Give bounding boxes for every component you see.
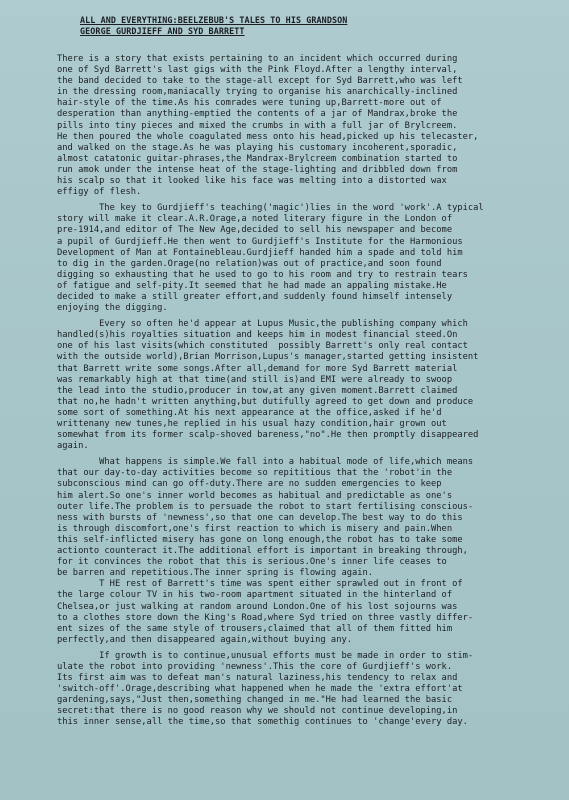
text-line: the lead into the studio,producer in tow,at any given moment.Barrett claimed (57, 385, 458, 396)
text-line: writtenany new tunes,he replied in his usual hazy condition,hair grown out (57, 419, 447, 429)
text-line: decided to make a still greater effort,and suddenly found himself intensely (57, 291, 453, 302)
text-line: handled(s)his royalties situation and keeps him in modest financial steed.On (57, 330, 458, 341)
article-paragraph (57, 651, 557, 729)
text-line: a pupil of Gurdjieff.He then went to Gurdjieff's Institute for the Harmonious (57, 236, 463, 247)
text-line: The key to Gurdjieff's teaching('magic')lies in the word 'work'.A typical (57, 203, 484, 214)
text-line: digging so exhausting that he used to go to his room and try to restrain tears (57, 269, 468, 280)
text-line: ent sizes of the same style of trousers,claimed that all of them fitted him (57, 623, 453, 634)
text-line: run amok under the intense heat of the stage-lighting and dribbled down from (57, 164, 458, 175)
text-line: actionto counteract it.The additional effort is important in breaking through, (57, 546, 468, 557)
text-line: 'switch-off'.Orage,describing what happened when he made the 'extra effort'at (57, 684, 463, 695)
text-line: ness with bursts of 'newness',so that one can develop.The best way to do this (57, 512, 463, 523)
heading-title-line: ALL AND EVERYTHING:BEELZEBUB'S TALES TO HIS GRANDSON (80, 15, 348, 25)
text-line: this inner sense,all the time,so that somethig continues to 'change'every day. (57, 717, 468, 728)
article-paragraph (57, 203, 557, 314)
text-line: of fatigue and self-pity.It seemed that he had made an appaling mistake.He (57, 280, 447, 291)
text-line: What happens is simple.We fall into a habitual mode of life,which means (57, 457, 474, 468)
text-line: gardening,says,"Just then,something changed in me."He had learned the basic (57, 695, 453, 706)
text-line: one of Syd Barrett's last gigs with the Pink Floyd.After a lengthy interval, (57, 65, 458, 76)
text-line: to dig in the garden.Orage(no relation)was out of practice,and soon found (57, 258, 442, 269)
text-line: with the outside world),Brian Morrison,Lupus's manager,started getting insistent (57, 352, 479, 363)
text-line: T HE rest of Barrett's time was spent either sprawled out in front of (57, 579, 463, 590)
text-line: perfectly,and then disappeared again,without buying any. (57, 634, 353, 645)
text-line: enjoying the digging. (57, 303, 168, 314)
article-paragraph (57, 54, 557, 198)
text-line: this self-inflicted misery has gone on long enough,the robot has to take some (57, 534, 463, 545)
text-line: story will make it clear.A.R.Orage,a noted literary figure in the London of (57, 214, 453, 225)
article-heading (80, 15, 550, 37)
text-line: one of his last visits(which constituted possibly Barrett's only real contact (57, 341, 468, 352)
text-line: effigy of flesh. (57, 187, 142, 198)
text-line: that Barrett write some songs.After all,demand for more Syd Barrett material (57, 363, 458, 374)
text-line: and walked on the stage.As he was playing his customary incoherent,sporadic, (57, 142, 458, 153)
text-line: There is a story that exists pertaining to an incident which occurred during (57, 54, 458, 64)
text-line: is through discomfort,one's first reaction to which is misery and pain.When (57, 523, 453, 534)
text-line: be barren and repetitious.The inner spring is flowing again. (57, 568, 374, 579)
text-line: Development of Man at Fontainebleau.Gurdjieff handed him a spade and told him (57, 247, 463, 258)
text-line: pre-1914,and editor of The New Age,decided to sell his newspaper and become (57, 225, 453, 236)
text-line: somewhat from its former scalp-shoved bareness,"no".He then promptly disappeared (57, 430, 479, 441)
text-line: almost catatonic guitar-phrases,the Mandrax-Brylcreem combination started to (57, 153, 458, 164)
text-line: that no,he hadn't written anything,but dutifully agreed to get down and produce (57, 396, 474, 407)
text-line: the large colour TV in his two-room apartment situated in the hinterland of (57, 590, 453, 601)
text-line: pills into tiny pieces and mixed the crumbs in with a full jar of Brylcreem. (57, 120, 458, 131)
text-line: If growth is to continue,unusual efforts must be made in order to stim- (57, 650, 474, 661)
text-line: Chelsea,or just walking at random around London.One of his lost sojourns was (57, 601, 458, 612)
article-paragraph (57, 319, 557, 452)
heading-authors-line: GEORGE GURDJIEFF AND SYD BARRETT (80, 26, 245, 36)
text-line: desperation than anything-emptied the contents of a jar of Mandrax,broke the (57, 109, 458, 120)
text-line: hair-style of the time.As his comrades were tuning up,Barrett-more out of (57, 98, 442, 109)
text-line: ulate the robot into providing 'newness'.This the core of Gurdjieff's work. (57, 661, 453, 672)
text-line: was remarkably high at that time(and still is)and EMI were already to swoop (57, 374, 453, 385)
article-paragraph (57, 457, 557, 646)
article-body (57, 54, 557, 729)
text-line: the band decided to take to the stage-all except for Syd Barrett,who was left (57, 76, 463, 87)
text-line: Its first aim was to defeat man's natural laziness,his tendency to relax and (57, 673, 458, 684)
text-line: that our day-to-day activities become so repititious that the 'robot'in the (57, 468, 453, 479)
text-line: him alert.So one's inner world becomes as habitual and predictable as one's (57, 490, 453, 501)
text-line: subconscious mind can go off-duty.There are no sudden emergencies to keep (57, 479, 442, 490)
text-line: his scalp so that it looked like his face was melting into a distorted wax (57, 176, 447, 187)
text-line: outer life.The problem is to persuade the robot to start fertilising conscious- (57, 501, 474, 512)
text-line: He then poured the whole coagulated mess onto his head,picked up his telecaster, (57, 131, 479, 142)
text-line: Every so often he'd appear at Lupus Music,the publishing company which (57, 319, 468, 330)
text-line: secret:that there is no good reason why we should not continue developing,in (57, 706, 458, 717)
text-line: for it convinces the robot that this is serious.One's inner life ceases to (57, 557, 447, 568)
text-line: again. (57, 441, 89, 452)
text-line: some sort of something.At his next appearance at the office,asked if he'd (57, 407, 442, 418)
text-line: in the dressing room,maniacally trying to organise his anarchically-inclined (57, 87, 458, 98)
text-line: to a clothes store down the King's Road,where Syd tried on three vastly differ- (57, 612, 474, 623)
